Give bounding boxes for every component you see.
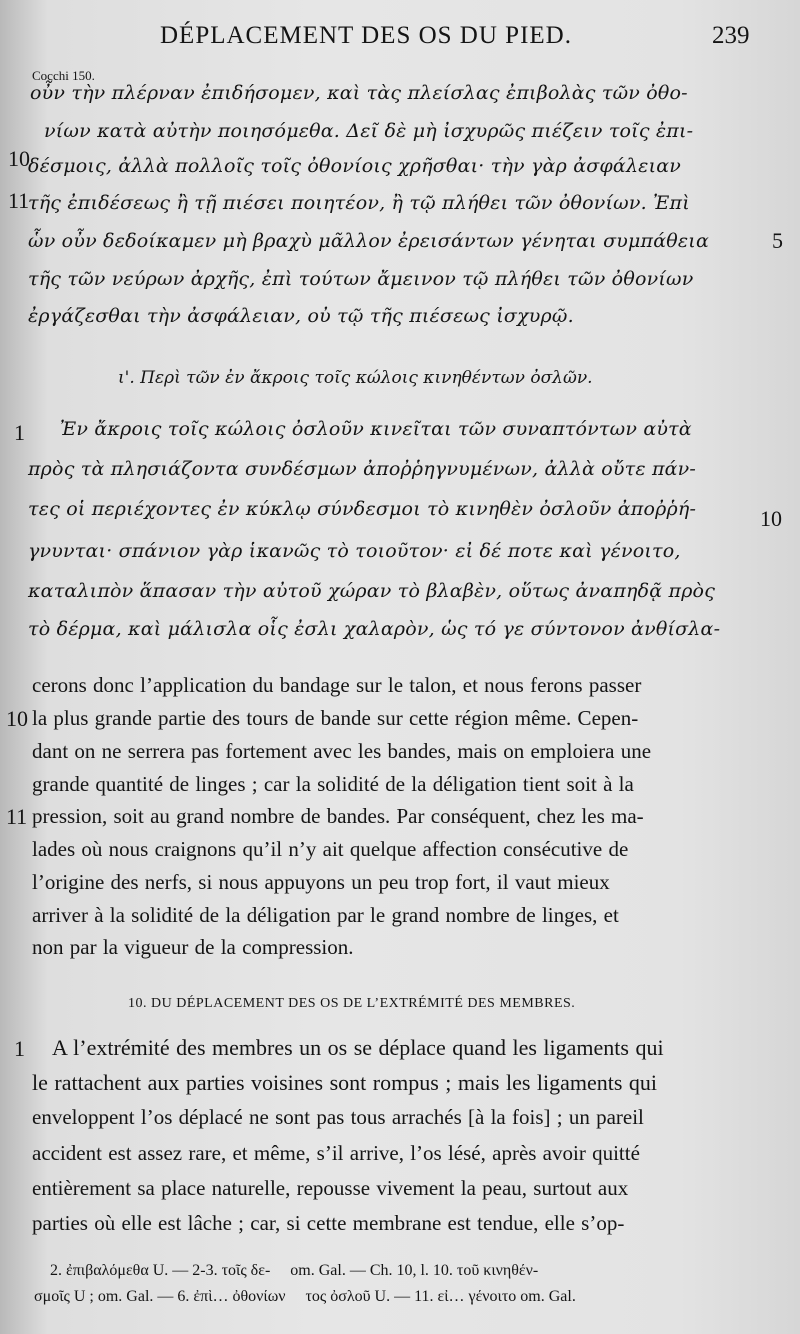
french-line: entièrement sa place naturelle, repousse vivement la peau, surtout aux [32, 1176, 629, 1200]
greek-line: τῆς τῶν νεύρων ἀρχῆς, ἐπὶ τούτων ἄμεινον τῷ πλήθει τῶν ὀθονίων [28, 268, 694, 290]
french-line: l’origine des nerfs, si nous appuyons un peu trop fort, il vaut mieux [32, 870, 610, 894]
greek-line: καταλιπὸν ἅπασαν τὴν αὐτοῦ χώραν τὸ βλαβὲν, οὕτως ἀναπηδᾷ πρὸς [28, 580, 716, 602]
margin-line-number: 10 [6, 706, 28, 731]
french-line: la plus grande partie des tours de bande sur cette région même. Cepen- [32, 706, 639, 730]
margin-line-number: 1 [14, 420, 25, 445]
greek-line: γνυνται· σπάνιον γὰρ ἱκανῶς τὸ τοιοῦτον· εἰ δέ ποτε καὶ γένοιτο, [28, 540, 681, 562]
french-line: cerons donc l’application du bandage sur le talon, et nous ferons passer [32, 673, 642, 697]
greek-line: πρὸς τὰ πλησιάζοντα συνδέσμων ἀποῤῥηγνυμένων, ἀλλὰ οὔτε πάν- [28, 458, 697, 480]
french-line: le rattachent aux parties voisines sont rompus ; mais les ligaments qui [32, 1070, 658, 1095]
margin-line-number: 10 [8, 146, 30, 171]
margin-line-number: 11 [6, 804, 28, 829]
greek-line: τὸ δέρμα, καὶ μάλισλα οἷς ἐσλι χαλαρὸν, ὡς τό γε σύντονον ἀνθίσλα- [28, 618, 721, 640]
greek-line: νίων κατὰ αὐτὴν ποιησόμεθα. Δεῖ δὲ μὴ ἰσχυρῶς πιέζειν τοῖς ἐπι- [44, 120, 694, 142]
greek-line: δέσμοις, ἀλλὰ πολλοῖς τοῖς ὀθονίοις χρῆσθαι· τὴν γὰρ ἀσφάλειαν [28, 155, 682, 177]
french-line: non par la vigueur de la compression. [32, 935, 354, 959]
greek-section-heading: ι'. Περὶ τῶν ἐν ἄκροις τοῖς κώλοις κινηθέντων ὀσλῶν. [118, 368, 593, 388]
french-line: enveloppent l’os déplacé ne sont pas tous arrachés [à la fois] ; un pareil [32, 1105, 644, 1129]
margin-line-number: 11 [8, 188, 30, 213]
greek-line: τῆς ἐπιδέσεως ἢ τῇ πιέσει ποιητέον, ἢ τῷ πλήθει τῶν ὀθονίων. Ἐπὶ [28, 192, 690, 214]
greek-line: τες οἱ περιέχοντες ἐν κύκλῳ σύνδεσμοι τὸ κινηθὲν ὀσλοῦν ἀποῤῥή- [28, 498, 697, 520]
margin-note: Cocchi 150. [32, 68, 95, 83]
greek-line: ὧν οὖν δεδοίκαμεν μὴ βραχὺ μᾶλλον ἐρεισάντων γένηται συμπάθεια [28, 230, 709, 252]
french-line: A l’extrémité des membres un os se déplace quand les ligaments qui [52, 1035, 664, 1060]
greek-line: Ἐν ἄκροις τοῖς κώλοις ὀσλοῦν κινεῖται τῶν συναπτόντων αὐτὰ [60, 418, 692, 440]
greek-line: ἐργάζεσθαι τὴν ἀσφάλειαν, οὐ τῷ τῆς πιέσεως ἰσχυρῷ. [28, 305, 574, 327]
french-line: parties où elle est lâche ; car, si cette membrane est tendue, elle s’op- [32, 1211, 625, 1235]
french-line: grande quantité de linges ; car la solidité de la déligation tient soit à la [32, 772, 634, 796]
footnote-line: 2. ἐπιβαλόμεθα U. — 2-3. τοῖς δε- om. Gal. — Ch. 10, l. 10. τοῦ κινηθέν- [50, 1262, 539, 1279]
page-number: 239 [712, 22, 750, 49]
margin-line-number: 10 [760, 506, 782, 531]
french-section-heading: 10. DU DÉPLACEMENT DES OS DE L’EXTRÉMITÉ DES MEMBRES. [128, 996, 576, 1011]
margin-line-number: 1 [14, 1036, 25, 1061]
french-line: arriver à la solidité de la déligation par le grand nombre de linges, et [32, 903, 619, 927]
running-header: DÉPLACEMENT DES OS DU PIED. [160, 22, 572, 49]
french-line: dant on ne serrera pas fortement avec les bandes, mais on emploiera une [32, 739, 652, 763]
french-line: pression, soit au grand nombre de bandes. Par conséquent, chez les ma- [32, 804, 644, 828]
footnote-line: σμοῖς U ; om. Gal. — 6. ἐπὶ… ὀθονίων τος ὀσλοῦ U. — 11. εἰ… γένοιτο om. Gal. [34, 1288, 576, 1305]
margin-line-number: 5 [772, 228, 783, 253]
french-line: lades où nous craignons qu’il n’y ait quelque affection consécutive de [32, 837, 629, 861]
french-line: accident est assez rare, et même, s’il arrive, l’os lésé, après avoir quitté [32, 1141, 640, 1165]
greek-line: οὖν τὴν πλέρναν ἐπιδήσομεν, καὶ τὰς πλείσλας ἐπιβολὰς τῶν ὀθο- [30, 82, 688, 104]
